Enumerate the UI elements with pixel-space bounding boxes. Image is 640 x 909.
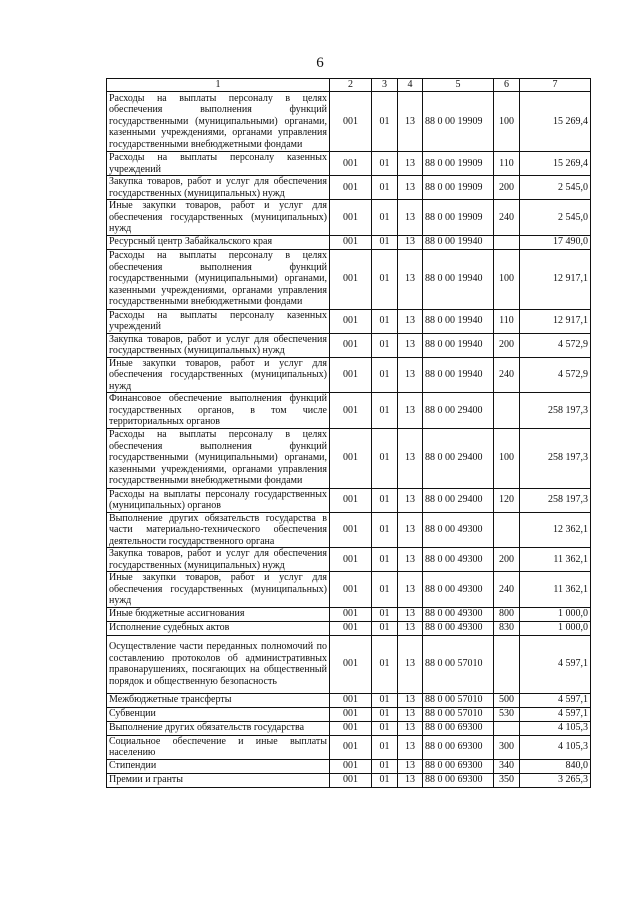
section-code: 01 xyxy=(372,707,398,721)
amount: 15 269,4 xyxy=(520,152,591,176)
subsection-code: 13 xyxy=(398,357,423,393)
expense-type: 200 xyxy=(494,333,520,357)
row-name: Межбюджетные трансферты xyxy=(107,693,330,707)
subsection-code: 13 xyxy=(398,635,423,693)
subsection-code: 13 xyxy=(398,488,423,512)
amount: 4 572,9 xyxy=(520,357,591,393)
expense-type: 800 xyxy=(494,607,520,621)
row-name: Закупка товаров, работ и услуг для обеспечения государственных (муниципальных) нужд xyxy=(107,548,330,572)
ministry-code: 001 xyxy=(330,249,372,309)
section-code: 01 xyxy=(372,488,398,512)
section-code: 01 xyxy=(372,393,398,429)
row-name: Финансовое обеспечение выполнения функций государственных органов, в том числе территориальных органов xyxy=(107,393,330,429)
expense-type: 340 xyxy=(494,759,520,773)
section-code: 01 xyxy=(372,621,398,635)
target-article: 88 0 00 57010 xyxy=(423,693,494,707)
target-article: 88 0 00 57010 xyxy=(423,707,494,721)
amount: 3 265,3 xyxy=(520,773,591,787)
amount: 840,0 xyxy=(520,759,591,773)
subsection-code: 13 xyxy=(398,621,423,635)
amount: 2 545,0 xyxy=(520,176,591,200)
target-article: 88 0 00 69300 xyxy=(423,759,494,773)
row-name: Закупка товаров, работ и услуг для обеспечения государственных (муниципальных) нужд xyxy=(107,176,330,200)
table-row xyxy=(107,200,591,236)
row-name: Расходы на выплаты персоналу казенных учреждений xyxy=(107,309,330,333)
subsection-code: 13 xyxy=(398,512,423,548)
target-article: 88 0 00 49300 xyxy=(423,572,494,608)
ministry-code: 001 xyxy=(330,309,372,333)
expense-type: 200 xyxy=(494,176,520,200)
section-code: 01 xyxy=(372,249,398,309)
target-article: 88 0 00 19909 xyxy=(423,176,494,200)
section-code: 01 xyxy=(372,235,398,249)
expense-type: 120 xyxy=(494,488,520,512)
ministry-code: 001 xyxy=(330,428,372,488)
section-code: 01 xyxy=(372,357,398,393)
amount: 258 197,3 xyxy=(520,488,591,512)
ministry-code: 001 xyxy=(330,773,372,787)
table-body xyxy=(107,92,591,788)
table-row xyxy=(107,735,591,759)
row-name: Расходы на выплаты персоналу казенных учреждений xyxy=(107,152,330,176)
ministry-code: 001 xyxy=(330,152,372,176)
target-article: 88 0 00 19940 xyxy=(423,249,494,309)
amount: 4 597,1 xyxy=(520,707,591,721)
section-code: 01 xyxy=(372,607,398,621)
section-code: 01 xyxy=(372,548,398,572)
subsection-code: 13 xyxy=(398,176,423,200)
expense-type xyxy=(494,721,520,735)
section-code: 01 xyxy=(372,92,398,152)
expense-type xyxy=(494,393,520,429)
section-code: 01 xyxy=(372,152,398,176)
row-name: Расходы на выплаты персоналу в целях обеспечения выполнения функций государственными (муниципальными) органами, казенными учреждениями, органами управления государственными внебюджетными фондами xyxy=(107,92,330,152)
ministry-code: 001 xyxy=(330,548,372,572)
row-name: Субвенции xyxy=(107,707,330,721)
expense-type: 100 xyxy=(494,249,520,309)
target-article: 88 0 00 19940 xyxy=(423,309,494,333)
column-header: 3 xyxy=(372,79,398,92)
row-name: Закупка товаров, работ и услуг для обеспечения государственных (муниципальных) нужд xyxy=(107,333,330,357)
row-name: Осуществление части переданных полномочий по составлению протоколов об административных правонарушениях, посягающих на общественный порядок и общественную безопасность xyxy=(107,635,330,693)
column-header: 7 xyxy=(520,79,591,92)
subsection-code: 13 xyxy=(398,759,423,773)
subsection-code: 13 xyxy=(398,200,423,236)
section-code: 01 xyxy=(372,333,398,357)
target-article: 88 0 00 19909 xyxy=(423,92,494,152)
ministry-code: 001 xyxy=(330,235,372,249)
row-name: Стипендии xyxy=(107,759,330,773)
subsection-code: 13 xyxy=(398,309,423,333)
table-row xyxy=(107,249,591,309)
target-article: 88 0 00 49300 xyxy=(423,548,494,572)
section-code: 01 xyxy=(372,309,398,333)
amount: 1 000,0 xyxy=(520,607,591,621)
row-name: Иные закупки товаров, работ и услуг для обеспечения государственных (муниципальных) нужд xyxy=(107,357,330,393)
expense-type: 240 xyxy=(494,572,520,608)
ministry-code: 001 xyxy=(330,759,372,773)
section-code: 01 xyxy=(372,721,398,735)
section-code: 01 xyxy=(372,176,398,200)
table-row xyxy=(107,693,591,707)
expense-type: 300 xyxy=(494,735,520,759)
target-article: 88 0 00 19940 xyxy=(423,235,494,249)
amount: 17 490,0 xyxy=(520,235,591,249)
subsection-code: 13 xyxy=(398,235,423,249)
ministry-code: 001 xyxy=(330,572,372,608)
subsection-code: 13 xyxy=(398,428,423,488)
amount: 11 362,1 xyxy=(520,548,591,572)
expense-type: 500 xyxy=(494,693,520,707)
section-code: 01 xyxy=(372,635,398,693)
target-article: 88 0 00 57010 xyxy=(423,635,494,693)
target-article: 88 0 00 29400 xyxy=(423,393,494,429)
row-name: Ресурсный центр Забайкальского края xyxy=(107,235,330,249)
header-row xyxy=(107,79,591,92)
amount: 1 000,0 xyxy=(520,621,591,635)
ministry-code: 001 xyxy=(330,92,372,152)
expense-type: 200 xyxy=(494,548,520,572)
table-row xyxy=(107,357,591,393)
table-row xyxy=(107,488,591,512)
ministry-code: 001 xyxy=(330,200,372,236)
target-article: 88 0 00 49300 xyxy=(423,607,494,621)
column-header: 5 xyxy=(423,79,494,92)
section-code: 01 xyxy=(372,773,398,787)
amount: 4 105,3 xyxy=(520,735,591,759)
section-code: 01 xyxy=(372,759,398,773)
column-header: 6 xyxy=(494,79,520,92)
section-code: 01 xyxy=(372,200,398,236)
amount: 12 917,1 xyxy=(520,249,591,309)
row-name: Исполнение судебных актов xyxy=(107,621,330,635)
expense-type: 350 xyxy=(494,773,520,787)
table-row xyxy=(107,773,591,787)
table-row xyxy=(107,393,591,429)
target-article: 88 0 00 29400 xyxy=(423,488,494,512)
table-row xyxy=(107,621,591,635)
table-row xyxy=(107,333,591,357)
table-row xyxy=(107,572,591,608)
ministry-code: 001 xyxy=(330,635,372,693)
subsection-code: 13 xyxy=(398,607,423,621)
column-header: 1 xyxy=(107,79,330,92)
subsection-code: 13 xyxy=(398,249,423,309)
table-row xyxy=(107,235,591,249)
expense-type: 110 xyxy=(494,152,520,176)
expense-type xyxy=(494,235,520,249)
subsection-code: 13 xyxy=(398,735,423,759)
table-row xyxy=(107,92,591,152)
ministry-code: 001 xyxy=(330,393,372,429)
target-article: 88 0 00 19940 xyxy=(423,357,494,393)
ministry-code: 001 xyxy=(330,333,372,357)
subsection-code: 13 xyxy=(398,92,423,152)
ministry-code: 001 xyxy=(330,707,372,721)
amount: 2 545,0 xyxy=(520,200,591,236)
expense-type: 100 xyxy=(494,92,520,152)
subsection-code: 13 xyxy=(398,773,423,787)
column-header: 2 xyxy=(330,79,372,92)
row-name: Выполнение других обязательств государства в части материально-технического обеспечения деятельности государственного органа xyxy=(107,512,330,548)
row-name: Премии и гранты xyxy=(107,773,330,787)
table-row xyxy=(107,176,591,200)
expense-type: 110 xyxy=(494,309,520,333)
table-row xyxy=(107,428,591,488)
target-article: 88 0 00 19940 xyxy=(423,333,494,357)
table-row xyxy=(107,721,591,735)
expense-type: 100 xyxy=(494,428,520,488)
expense-type: 240 xyxy=(494,200,520,236)
target-article: 88 0 00 69300 xyxy=(423,773,494,787)
subsection-code: 13 xyxy=(398,333,423,357)
budget-table xyxy=(106,78,591,788)
ministry-code: 001 xyxy=(330,735,372,759)
section-code: 01 xyxy=(372,428,398,488)
expense-type xyxy=(494,512,520,548)
subsection-code: 13 xyxy=(398,693,423,707)
target-article: 88 0 00 29400 xyxy=(423,428,494,488)
ministry-code: 001 xyxy=(330,607,372,621)
table-row xyxy=(107,152,591,176)
expense-type xyxy=(494,635,520,693)
target-article: 88 0 00 49300 xyxy=(423,621,494,635)
subsection-code: 13 xyxy=(398,572,423,608)
column-header: 4 xyxy=(398,79,423,92)
ministry-code: 001 xyxy=(330,621,372,635)
ministry-code: 001 xyxy=(330,176,372,200)
subsection-code: 13 xyxy=(398,393,423,429)
subsection-code: 13 xyxy=(398,707,423,721)
expense-type: 530 xyxy=(494,707,520,721)
section-code: 01 xyxy=(372,572,398,608)
amount: 12 362,1 xyxy=(520,512,591,548)
row-name: Социальное обеспечение и иные выплаты населению xyxy=(107,735,330,759)
amount: 12 917,1 xyxy=(520,309,591,333)
table-row xyxy=(107,707,591,721)
amount: 15 269,4 xyxy=(520,92,591,152)
target-article: 88 0 00 19909 xyxy=(423,200,494,236)
subsection-code: 13 xyxy=(398,548,423,572)
table-row xyxy=(107,635,591,693)
amount: 258 197,3 xyxy=(520,428,591,488)
expense-type: 240 xyxy=(494,357,520,393)
section-code: 01 xyxy=(372,693,398,707)
table-row xyxy=(107,607,591,621)
target-article: 88 0 00 19909 xyxy=(423,152,494,176)
expense-type: 830 xyxy=(494,621,520,635)
row-name: Иные закупки товаров, работ и услуг для обеспечения государственных (муниципальных) нужд xyxy=(107,572,330,608)
amount: 4 597,1 xyxy=(520,693,591,707)
ministry-code: 001 xyxy=(330,488,372,512)
target-article: 88 0 00 69300 xyxy=(423,735,494,759)
ministry-code: 001 xyxy=(330,693,372,707)
ministry-code: 001 xyxy=(330,721,372,735)
target-article: 88 0 00 69300 xyxy=(423,721,494,735)
ministry-code: 001 xyxy=(330,512,372,548)
section-code: 01 xyxy=(372,735,398,759)
amount: 258 197,3 xyxy=(520,393,591,429)
subsection-code: 13 xyxy=(398,721,423,735)
table-row xyxy=(107,759,591,773)
ministry-code: 001 xyxy=(330,357,372,393)
section-code: 01 xyxy=(372,512,398,548)
row-name: Расходы на выплаты персоналу в целях обеспечения выполнения функций государственными (муниципальными) органами, казенными учреждениями, органами управления государственными внебюджетными фондами xyxy=(107,249,330,309)
row-name: Иные закупки товаров, работ и услуг для обеспечения государственных (муниципальных) нужд xyxy=(107,200,330,236)
amount: 4 572,9 xyxy=(520,333,591,357)
amount: 4 597,1 xyxy=(520,635,591,693)
row-name: Расходы на выплаты персоналу в целях обеспечения выполнения функций государственными (муниципальными) органами, казенными учреждениями, органами управления государственными внебюджетными фондами xyxy=(107,428,330,488)
page-number: 6 xyxy=(316,55,324,71)
table-row xyxy=(107,309,591,333)
row-name: Иные бюджетные ассигнования xyxy=(107,607,330,621)
target-article: 88 0 00 49300 xyxy=(423,512,494,548)
table-row xyxy=(107,548,591,572)
table-row xyxy=(107,512,591,548)
amount: 4 105,3 xyxy=(520,721,591,735)
subsection-code: 13 xyxy=(398,152,423,176)
amount: 11 362,1 xyxy=(520,572,591,608)
row-name: Расходы на выплаты персоналу государственных (муниципальных) органов xyxy=(107,488,330,512)
row-name: Выполнение других обязательств государства xyxy=(107,721,330,735)
